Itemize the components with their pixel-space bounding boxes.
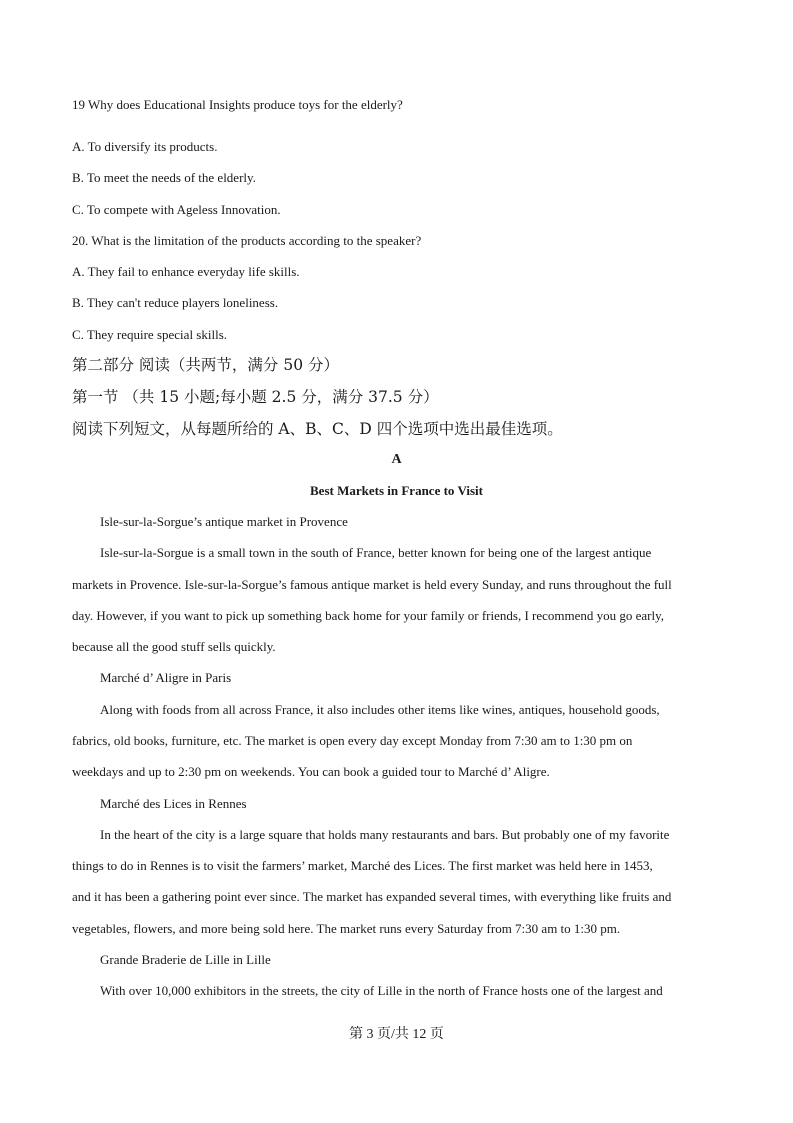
subheading-marche-des-lices: Marché des Lices in Rennes — [100, 796, 247, 811]
question-20-option-b: B. They can't reduce players loneliness. — [72, 295, 279, 310]
paragraph-line: and it has been a gathering point ever since. The market has expanded several times, with everything like fruits and — [72, 889, 672, 904]
question-20-stem: 20. What is the limitation of the products according to the speaker? — [72, 233, 422, 248]
subsection-title: 第一节 （共 15 小题;每小题 2.5 分，满分 37.5 分） — [72, 388, 439, 406]
paragraph-line: vegetables, flowers, and more being sold here. The market runs every Saturday from 7:30 am to 1:30 pm. — [72, 921, 621, 936]
question-20-option-a: A. They fail to enhance everyday life skills. — [72, 264, 300, 279]
part-title: 第二部分 阅读（共两节，满分 50 分） — [72, 356, 340, 374]
page-number: 第 3 页/共 12 页 — [349, 1027, 444, 1042]
passage-letter: A — [391, 452, 402, 467]
paragraph-line: weekdays and up to 2:30 pm on weekends. You can book a guided tour to Marché d’ Aligre. — [72, 764, 550, 779]
paragraph-line: fabrics, old books, furniture, etc. The market is open every day except Monday from 7:30 am to 1:30 pm on — [72, 733, 633, 748]
paragraph-line: day. However, if you want to pick up something back home for your family or friends, I recommend you go early, — [72, 608, 665, 623]
paragraph-line: because all the good stuff sells quickly. — [72, 639, 276, 654]
question-19-option-b: B. To meet the needs of the elderly. — [72, 170, 256, 185]
paragraph-line: With over 10,000 exhibitors in the streets, the city of Lille in the north of France hosts one of the largest and — [100, 983, 663, 998]
paragraph-line: Along with foods from all across France, it also includes other items like wines, antiques, household goods, — [100, 702, 660, 717]
paragraph-line: markets in Provence. Isle-sur-la-Sorgue’s famous antique market is held every Sunday, and runs throughout the full — [72, 577, 672, 592]
question-19-option-a: A. To diversify its products. — [72, 139, 218, 154]
paragraph-line: Isle-sur-la-Sorgue is a small town in the south of France, better known for being one of the largest antique — [100, 545, 652, 560]
section-instruction: 阅读下列短文，从每题所给的 A、B、C、D 四个选项中选出最佳选项。 — [72, 420, 563, 438]
question-20-option-c: C. They require special skills. — [72, 327, 228, 342]
subheading-isle-sur-la-sorgue: Isle-sur-la-Sorgue’s antique market in Provence — [100, 514, 348, 529]
paragraph-line: In the heart of the city is a large square that holds many restaurants and bars. But probably one of my favorite — [100, 827, 670, 842]
subheading-marche-daligre: Marché d’ Aligre in Paris — [100, 670, 232, 685]
question-19-stem: 19 Why does Educational Insights produce toys for the elderly? — [72, 97, 403, 112]
subheading-grande-braderie: Grande Braderie de Lille in Lille — [100, 952, 271, 967]
passage-title: Best Markets in France to Visit — [310, 483, 483, 498]
question-19-option-c: C. To compete with Ageless Innovation. — [72, 202, 281, 217]
paragraph-line: things to do in Rennes is to visit the farmers’ market, Marché des Lices. The first market was held here in 1453, — [72, 858, 653, 873]
